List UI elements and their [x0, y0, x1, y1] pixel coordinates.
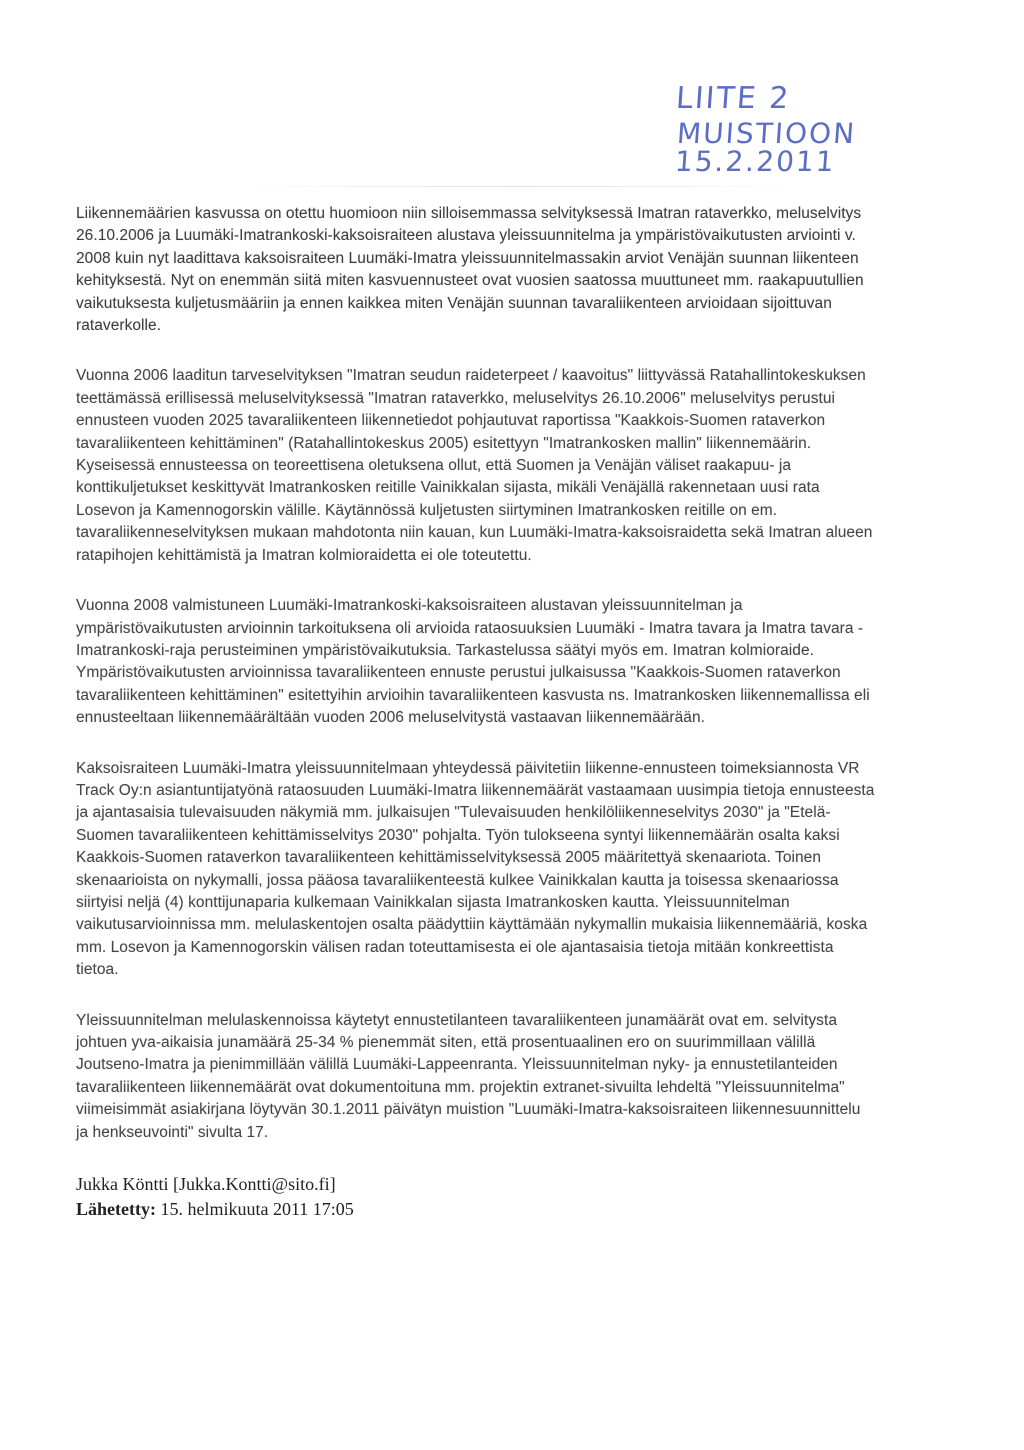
paper-fold-line — [240, 186, 800, 187]
email-sender: Jukka Köntti [Jukka.Kontti@sito.fi] — [76, 1174, 336, 1195]
email-sent-label: Lähetetty: — [76, 1199, 156, 1220]
handwritten-annotation — [673, 81, 1024, 178]
email-header — [76, 1172, 876, 1222]
paragraph-2006-needs-study: Vuonna 2006 laaditun tarveselvityksen "Imatran seudun raideterpeet / kaavoitus" liittyvässä Ratahallintokeskuksen teettämässä erillisessä meluselvityksessä "Imatran rataverkko, meluselvitys 26.10.2006" meluselvitys perustui ennusteen vuoden 2025 tavaraliikenteen liikennetiedot pohjautuvat raportissa "Kaakkois-Suomen rataverkon tavaraliikenteen kehittäminen" (Ratahallintokeskus 2005) esitettyyn "Imatrankosken mallin" liikennemäärin. Kyseisessä ennusteessa on teoreettisena oletuksena ollut, että Suomen ja Venäjän väliset raakapuu- ja konttikuljetukset keskittyvät Imatrankosken reitille Vainikkalan sijasta, mikäli Venäjällä rakennetaan uusi rata Losevon ja Kamennogorskin välille. Käytännössä kuljetusten siirtyminen Imatrankosken reitille on em. tavaraliikenneselvityksen mukaan mahdotonta niin kauan, kun Luumäki-Imatra-kaksoisraidetta sekä Imatran alueen ratapihojen kehittämistä ja Imatran kolmioraidetta ei ole toteutettu. — [76, 367, 873, 564]
email-sent-value: 15. helmikuuta 2011 17:05 — [160, 1199, 354, 1220]
email-sent-row — [76, 1197, 876, 1222]
annotation-appendix: LIITE 2 — [674, 81, 792, 116]
paragraph-2008-preliminary-plan: Vuonna 2008 valmistuneen Luumäki-Imatrankoski-kaksoisraiteen alustavan yleissuunnitelman ja ympäristövaikutusten arvioinnin tarkoituksena oli arvioida rataosuuksien Luumäki - Imatra tavara ja Imatra tavara - Imatrankoski-raja perusteiminen ympäristövaikutuksia. Tarkastelussa säätyi myös em. Imatran kolmioraide. Ympäristövaikutusten arvioinnissa tavaraliikenteen ennuste perustui julkaisussa "Kaakkois-Suomen rataverkon tavaraliikenteen kehittäminen" esitettyihin arvioihin tavaraliikenteen kasvusta ns. Imatrankosken liikennemallissa eli ennusteeltaan liikennemäärältään vuoden 2006 meluselvitystä vastaavan liikennemäärään. — [76, 597, 870, 727]
paragraph-noise-calculations: Yleissuunnitelman melulaskennoissa käytetyt ennustetilanteen tavaraliikenteen junamäärät ovat em. selvitysta johtuen yva-aikaisia junamäärä 25-34 % pienemmät siten, että prosentuaalinen ero on suurimmillaan välillä Joutseno-Imatra ja pienimmillään välillä Luumäki-Lappeenranta. Yleissuunnitelman nyky- ja ennustetilanteiden tavaraliikenteen liikennemäärät ovat dokumentoituna mm. projektin extranet-sivuilta lehdeltä "Yleissuunnitelma" viimeisimmät asiakirjana löytyvän 30.1.2011 päivätyn muistion "Luumäki-Imatra-kaksoisraiteen liikennesuunnittelu ja henkseuvointi" sivulta 17. — [76, 1011, 861, 1141]
paragraph-traffic-growth: Liikennemäärien kasvussa on otettu huomioon niin silloisemmassa selvityksessä Imatran rataverkko, meluselvitys 26.10.2006 ja Luumäki-Imatrankoski-kaksoisraiteen alustava yleissuunnitelma ja ympäristövaikutusten arviointi v. 2008 kuin nyt laadittava kaksoisraiteen Luumäki-Imatra yleissuunnitelmassakin arviot Venäjän suunnan liikenteen kehityksestä. Nyt on enemmän siitä miten kasvuennusteet ovat vuosien saatossa muuttuneet mm. raakapuutullien vaikutuksesta kuljetusmääriin ja ennen kaikkea miten Venäjän suunnan tavaraliikenteen arvioidaan sijoittuvan rataverkolle. — [76, 205, 864, 335]
annotation-memo-date: MUISTIOON 15.2.2011 — [673, 117, 858, 178]
document-body — [76, 203, 876, 1222]
paragraph-forecast-update: Kaksoisraiteen Luumäki-Imatra yleissuunnitelmaan yhteydessä päivitetiin liikenne-ennusteen toimeksiannosta VR Track Oy:n asiantuntijatyönä rataosuuden Luumäki-Imatra liikennemäärät vastaamaan uusimpia tietoja ennusteesta ja ajantasaisia tulevaisuuden näkymiä mm. julkaisujen "Tulevaisuuden henkilöliikenneselvitys 2030" ja "Etelä-Suomen tavaraliikenteen kehittämisselvitys 2030" pohjalta. Työn tulokseena syntyi liikennemäärän osalta kaksi Kaakkois-Suomen rataverkon tavaraliikenteen kehittämisselvityksessä 2005 määritettyä skenaariota. Toinen skenaarioista on nykymalli, jossa pääosa tavaraliikenteestä kulkee Vainikkalan kautta ja toisessa skenaariossa siirtyisi neljä (4) konttijunaparia kulkemaan Vainikkalan sijasta Imatrankosken kautta. Yleissuunnitelman vaikutusarvioinnissa mm. melulaskentojen osalta päädyttiin käyttämään nykymallin mukaisia liikennemääriä, koska mm. Losevon ja Kamennogorskin välisen radan toteuttamisesta ei ole ajantasaisia tietoja mitään konkreettista tietoa. — [76, 759, 875, 979]
